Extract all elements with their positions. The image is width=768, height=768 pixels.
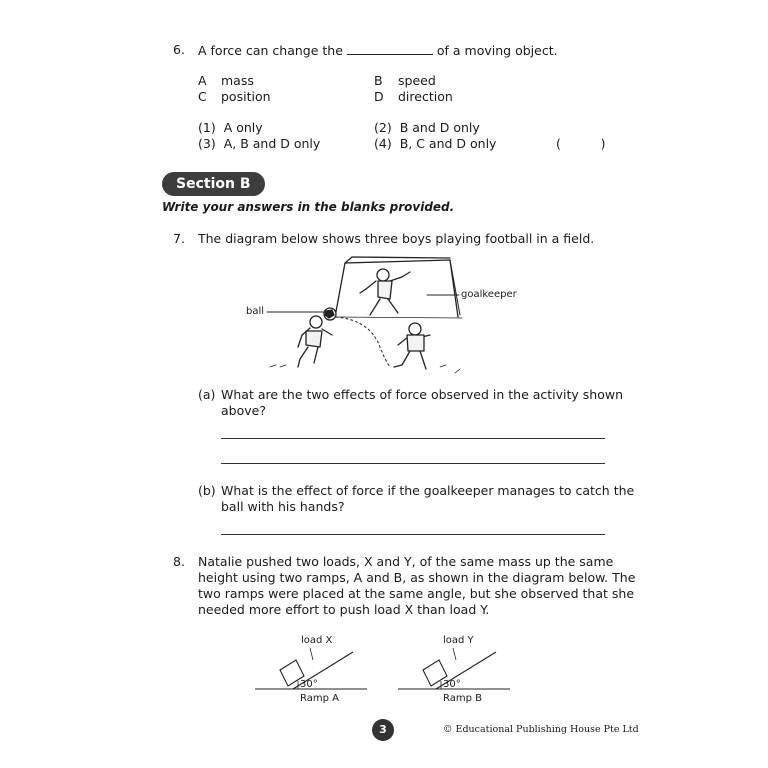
ramp-b-angle-label: 30° xyxy=(443,679,461,690)
page-number-badge: 3 xyxy=(372,719,394,741)
q6-number: 6. xyxy=(173,42,185,57)
q8-line-4: needed more effort to push load X than load Y. xyxy=(198,602,490,617)
ball-label: ball xyxy=(246,306,265,317)
q8-line-3: two ramps were placed at the same angle, but she observed that she xyxy=(198,586,635,601)
q7b-answer-line[interactable] xyxy=(221,534,605,535)
q6-choice-3-num: (3) xyxy=(198,136,216,151)
q8-line-2: height using two ramps, A and B, as shown in the diagram below. The xyxy=(198,570,636,585)
q6-stem-after: of a moving object. xyxy=(436,43,558,58)
q6-option-a-letter: A xyxy=(198,73,207,88)
q6-option-a-text: mass xyxy=(221,73,254,88)
q6-choice-4-text: B, C and D only xyxy=(399,136,497,151)
ramp-a-load-label: load X xyxy=(301,635,333,646)
q7a-line-2: above? xyxy=(221,403,266,418)
q7a-answer-line-2[interactable] xyxy=(221,463,605,464)
q6-answer-blank[interactable] xyxy=(347,42,433,55)
goalkeeper-label: goalkeeper xyxy=(461,289,517,300)
q6-option-c-text: position xyxy=(221,89,271,104)
section-title-badge: Section B xyxy=(162,172,265,196)
q6-option-b-text: speed xyxy=(398,73,436,88)
q6-choice-4[interactable] xyxy=(374,136,496,152)
q6-option-d-letter: D xyxy=(374,89,384,104)
q7b-line-2: ball with his hands? xyxy=(221,499,345,514)
q7a-answer-line-1[interactable] xyxy=(221,438,605,439)
football-diagram xyxy=(240,255,530,380)
ramp-a-angle-label: 30° xyxy=(300,679,318,690)
q7b-line-1: What is the effect of force if the goalkeeper manages to catch the xyxy=(221,483,635,498)
ramp-b-name: Ramp B xyxy=(443,693,482,704)
q6-option-c-letter: C xyxy=(198,89,207,104)
ramp-b-load-label: load Y xyxy=(443,635,474,646)
q7a-line-1: What are the two effects of force observed in the activity shown xyxy=(221,387,624,402)
q6-choice-1-text: A only xyxy=(223,120,263,135)
q6-choice-3[interactable] xyxy=(198,136,320,152)
q7a-label: (a) xyxy=(198,387,216,402)
q6-stem-before: A force can change the xyxy=(198,43,343,58)
q6-option-b-letter: B xyxy=(374,73,383,88)
q6-choice-2-num: (2) xyxy=(374,120,392,135)
section-instruction: Write your answers in the blanks provided. xyxy=(162,200,455,214)
q6-choice-4-num: (4) xyxy=(374,136,392,151)
q6-choice-2-text: B and D only xyxy=(399,120,480,135)
copyright-notice: © Educational Publishing House Pte Ltd xyxy=(443,724,639,735)
q8-number: 8. xyxy=(173,554,185,569)
q6-choice-2[interactable] xyxy=(374,120,480,136)
q8-line-1: Natalie pushed two loads, X and Y, of the same mass up the same xyxy=(198,554,614,569)
q6-stem xyxy=(198,42,558,59)
q6-choice-3-text: A, B and D only xyxy=(223,136,321,151)
q6-choice-1-num: (1) xyxy=(198,120,216,135)
q7-number: 7. xyxy=(173,231,185,246)
q7b-label: (b) xyxy=(198,483,216,498)
q7-stem: The diagram below shows three boys playing football in a field. xyxy=(198,231,595,246)
q6-answer-bracket[interactable]: ( ) xyxy=(556,136,606,151)
q6-choice-1[interactable] xyxy=(198,120,263,136)
ramp-a-name: Ramp A xyxy=(300,693,339,704)
q6-option-d-text: direction xyxy=(398,89,453,104)
